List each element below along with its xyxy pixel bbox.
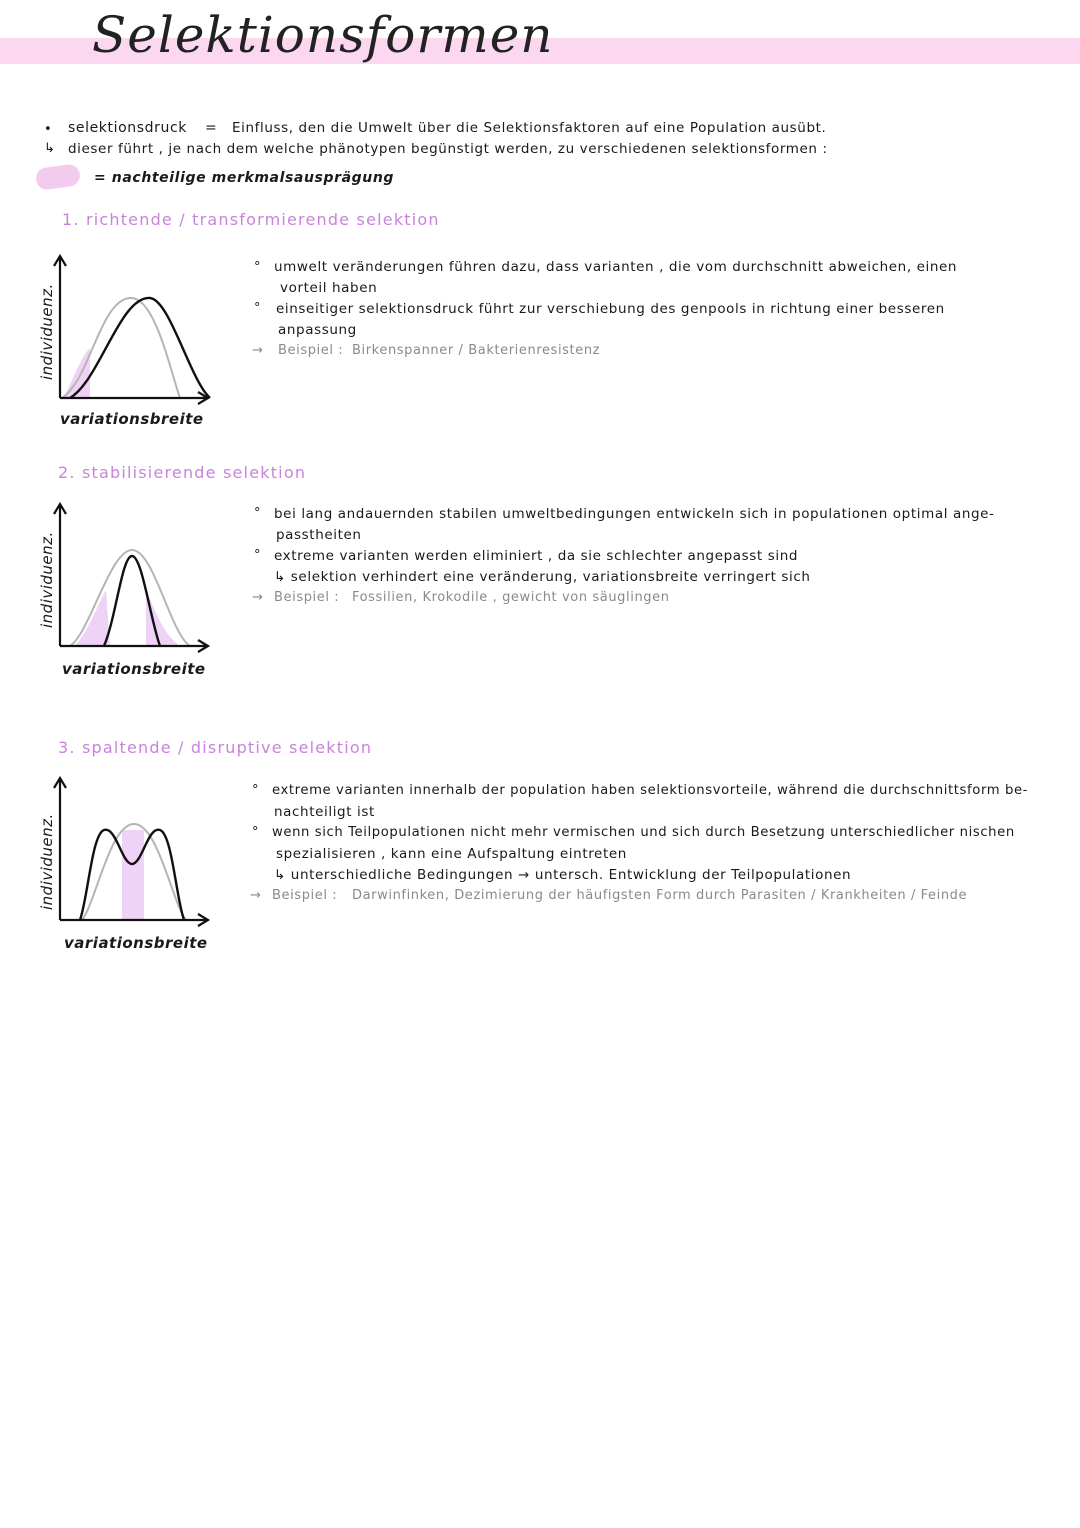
pink-marker-swatch	[35, 163, 82, 191]
bullet-circle: °	[252, 825, 259, 840]
s1-example-text: Birkenspanner / Bakterienresistenz	[352, 343, 601, 358]
section-1-title: 1. richtende / transformierende selektion	[62, 210, 440, 229]
intro-definition: Einfluss, den die Umwelt über die Selektionsfaktoren auf eine Population ausübt.	[232, 120, 827, 136]
graph-directional	[30, 250, 220, 410]
bullet-circle: °	[252, 783, 259, 798]
bullet-circle: °	[254, 548, 261, 563]
s3-bullet1-b: nachteiligt ist	[274, 804, 375, 820]
arrow-hook-icon: ↳	[44, 141, 55, 156]
intro-line2: dieser führt , je nach dem welche phänotypen begünstigt werden, zu verschiedenen selektionsformen :	[68, 141, 828, 157]
arrow-right-icon: →	[252, 590, 263, 605]
s1-example-label: Beispiel :	[278, 343, 344, 358]
x-axis-label: variationsbreite	[64, 934, 208, 952]
bullet-circle: °	[254, 506, 261, 521]
s1-bullet1-a: umwelt veränderungen führen dazu, dass varianten , die vom durchschnitt abweichen, einen	[274, 259, 958, 275]
graph-disruptive	[30, 772, 220, 932]
section-2-title: 2. stabilisierende selektion	[58, 463, 307, 482]
arrow-right-icon: →	[250, 888, 261, 903]
s3-bullet2-b: spezialisieren , kann eine Aufspaltung eintreten	[276, 846, 627, 862]
fill-left-tail	[74, 590, 110, 646]
s2-bullet1-a: bei lang andauernden stabilen umweltbedingungen entwickeln sich in populationen optimal ange-	[274, 506, 995, 522]
fill-middle-form	[122, 830, 144, 920]
arrow-right-icon: →	[252, 343, 263, 358]
bullet-circle: °	[254, 301, 261, 316]
page-title: Selektionsformen	[92, 6, 554, 64]
intro-equals: =	[205, 120, 218, 136]
fill-selected-area	[62, 348, 90, 398]
y-axis-label: individuenz.	[38, 813, 56, 910]
intro-legend: = nachteilige merkmalsausprägung	[94, 170, 395, 186]
section-3-title: 3. spaltende / disruptive selektion	[58, 738, 373, 757]
s3-bullet2-c: ↳ unterschiedliche Bedingungen → untersch. Entwicklung der Teilpopulationen	[274, 867, 852, 883]
y-axis-label: individuenz.	[38, 283, 56, 380]
bullet-circle: °	[254, 260, 261, 275]
s1-bullet2-b: anpassung	[278, 322, 357, 338]
s2-bullet2-a: extreme varianten werden eliminiert , da sie schlechter angepasst sind	[274, 548, 799, 564]
s3-bullet1-a: extreme varianten innerhalb der population haben selektionsvorteile, während die durchschnittsform be-	[272, 783, 1029, 798]
s2-bullet1-b: passtheiten	[276, 527, 362, 543]
s3-bullet2-a: wenn sich Teilpopulationen nicht mehr vermischen und sich durch Besetzung unterschiedlicher nischen	[272, 825, 1015, 840]
curve-shifted	[70, 298, 210, 398]
s1-bullet2-a: einseitiger selektionsdruck führt zur verschiebung des genpools in richtung einer besseren	[276, 301, 945, 317]
s3-example-label: Beispiel :	[272, 888, 338, 903]
s2-bullet2-b: ↳ selektion verhindert eine veränderung, variationsbreite verringert sich	[274, 569, 811, 585]
s2-example-text: Fossilien, Krokodile , gewicht von säuglingen	[352, 590, 670, 605]
s1-bullet1-b: vorteil haben	[280, 280, 378, 296]
bullet-dot: •	[44, 122, 52, 137]
s3-example-text: Darwinfinken, Dezimierung der häufigsten Form durch Parasiten / Krankheiten / Feinde	[352, 888, 968, 903]
y-axis-label: individuenz.	[38, 531, 56, 628]
graph-stabilizing	[30, 498, 220, 658]
x-axis-label: variationsbreite	[62, 660, 206, 678]
x-axis-label: variationsbreite	[60, 410, 204, 428]
s2-example-label: Beispiel :	[274, 590, 340, 605]
intro-term: selektionsdruck	[68, 120, 187, 136]
